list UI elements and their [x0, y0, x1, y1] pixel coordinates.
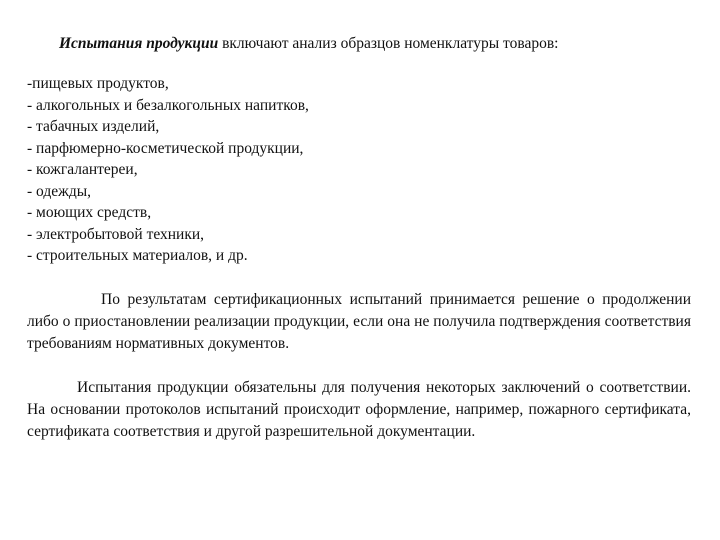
- list-item: - строительных материалов, и др.: [27, 247, 248, 264]
- list-item: - кожгалантереи,: [27, 161, 138, 178]
- intro-heading: [59, 34, 699, 54]
- product-list: [27, 73, 687, 267]
- list-item: - алкогольных и безалкогольных напитков,: [27, 96, 309, 114]
- list-item: - электробытовой техники,: [27, 225, 205, 243]
- paragraph-certification-result: По результатам сертификационных испытаний принимается решение о продолжении либо о приостановлении реализации продукции, если она не получила подтверждения соответствия требованиям нормативных документов.: [27, 291, 691, 352]
- list-item: -пищевых продуктов,: [27, 75, 169, 92]
- heading-emphasis: Испытания продукции: [59, 35, 219, 52]
- list-item: - моющих средств,: [27, 204, 152, 221]
- paragraph-mandatory-testing: Испытания продукции обязательны для получения некоторых заключений о соответствии. На основании протоколов испытаний происходит оформление, например, пожарного сертификата, сертификата соответствия и другой разрешительной документации.: [27, 379, 691, 440]
- list-item: - парфюмерно-косметической продукции,: [27, 139, 304, 157]
- list-item: - табачных изделий,: [27, 118, 160, 135]
- list-item: - одежды,: [27, 182, 91, 200]
- heading-text: включают анализ образцов номенклатуры товаров:: [218, 35, 559, 52]
